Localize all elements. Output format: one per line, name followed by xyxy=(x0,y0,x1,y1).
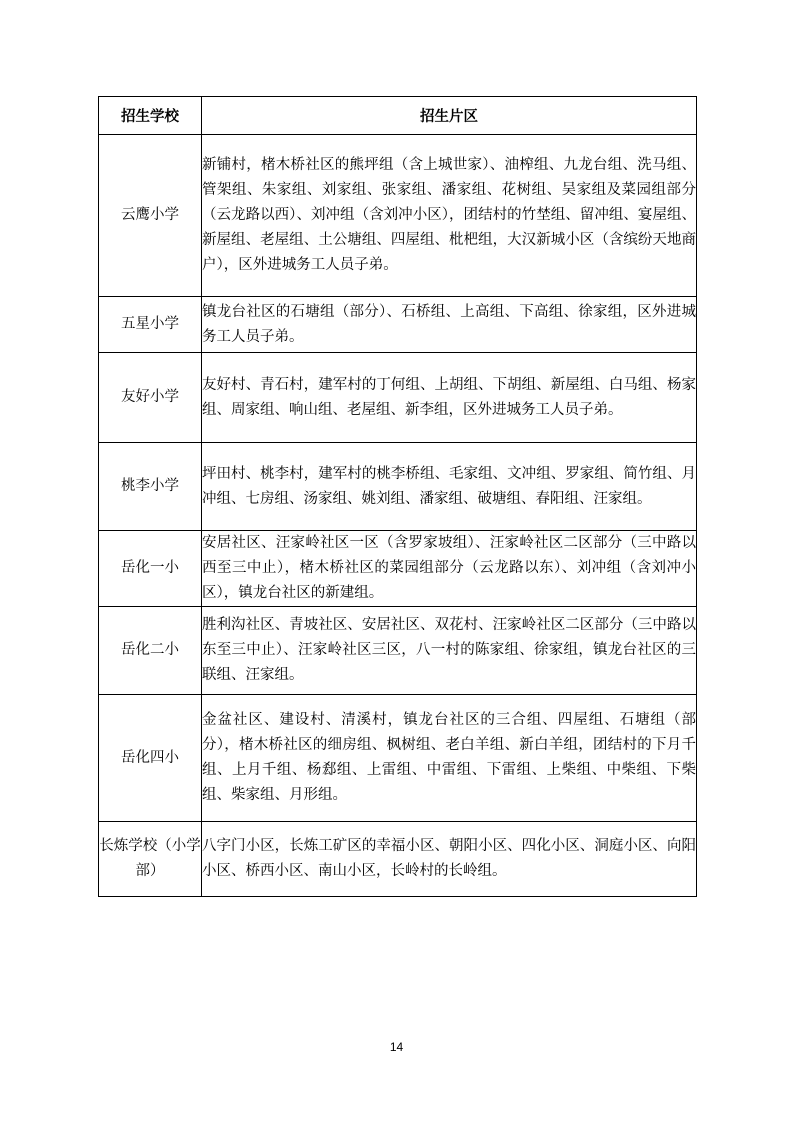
zone-text: 胜利沟社区、青坡社区、安居社区、双花村、汪家岭社区二区部分（三中路以东至三中止）、汪家岭社区三区，八一村的陈家组、徐家组，镇龙台社区的三联组、汪家组。 xyxy=(202,617,696,683)
school-name: 桃李小学 xyxy=(99,443,202,531)
zone-text: 坪田村、桃李村，建军村的桃李桥组、毛家组、文冲组、罗家组、简竹组、月冲组、七房组、汤家组、姚刘组、潘家组、破塘组、春阳组、汪家组。 xyxy=(202,465,696,507)
enrollment-zone-table xyxy=(98,96,697,897)
table-row xyxy=(99,531,697,607)
school-name: 五星小学 xyxy=(99,297,202,353)
zone-description xyxy=(202,531,697,607)
table-row xyxy=(99,353,697,443)
school-name: 长炼学校（小学部） xyxy=(99,822,202,897)
zone-description xyxy=(202,822,697,897)
table-row xyxy=(99,297,697,353)
zone-text: 金盆社区、建设村、清溪村，镇龙台社区的三合组、四屋组、石塘组（部分），楮木桥社区的细房组、枫树组、老白羊组、新白羊组，团结村的下月千组、上月千组、杨郄组、上雷组、中雷组、下雷组、上柴组、中柴组、下柴组、柴家组、月形组。 xyxy=(202,712,696,803)
table-row xyxy=(99,822,697,897)
zone-text: 安居社区、汪家岭社区一区（含罗家坡组）、汪家岭社区二区部分（三中路以西至三中止），楮木桥社区的菜园组部分（云龙路以东）、刘冲组（含刘冲小区），镇龙台社区的新建组。 xyxy=(202,535,696,601)
page-number: 14 xyxy=(389,1040,404,1054)
zone-description xyxy=(202,443,697,531)
header-school: 招生学校 xyxy=(99,97,202,135)
header-area: 招生片区 xyxy=(202,97,697,135)
table-row xyxy=(99,607,697,695)
zone-description xyxy=(202,135,697,297)
table-row xyxy=(99,135,697,297)
table-row xyxy=(99,695,697,822)
school-name: 岳化四小 xyxy=(99,695,202,822)
zone-text: 镇龙台社区的石塘组（部分）、石桥组、上高组、下高组、徐家组，区外进城务工人员子弟。 xyxy=(202,303,696,345)
zone-description xyxy=(202,353,697,443)
zone-text: 友好村、青石村，建军村的丁何组、上胡组、下胡组、新屋组、白马组、杨家组、周家组、响山组、老屋组、新李组，区外进城务工人员子弟。 xyxy=(202,376,696,418)
zone-description xyxy=(202,607,697,695)
zone-description xyxy=(202,297,697,353)
school-name: 岳化二小 xyxy=(99,607,202,695)
zone-text: 新铺村，楮木桥社区的熊坪组（含上城世家）、油榨组、九龙台组、洗马组、管架组、朱家组、刘家组、张家组、潘家组、花树组、吴家组及菜园组部分（云龙路以西）、刘冲组（含刘冲小区），团结村的竹埜组、留冲组、宴屋组、新屋组、老屋组、土公塘组、四屋组、枇杷组，大汉新城小区（含缤纷天地商户），区外进城务工人员子弟。 xyxy=(202,157,696,273)
zone-description xyxy=(202,695,697,822)
school-name: 云鹰小学 xyxy=(99,135,202,297)
school-name: 友好小学 xyxy=(99,353,202,443)
zone-text: 八字门小区，长炼工矿区的幸福小区、朝阳小区、四化小区、洞庭小区、向阳小区、桥西小区、南山小区，长岭村的长岭组。 xyxy=(202,838,696,879)
table-header-row xyxy=(99,97,697,135)
school-name: 岳化一小 xyxy=(99,531,202,607)
table-row xyxy=(99,443,697,531)
